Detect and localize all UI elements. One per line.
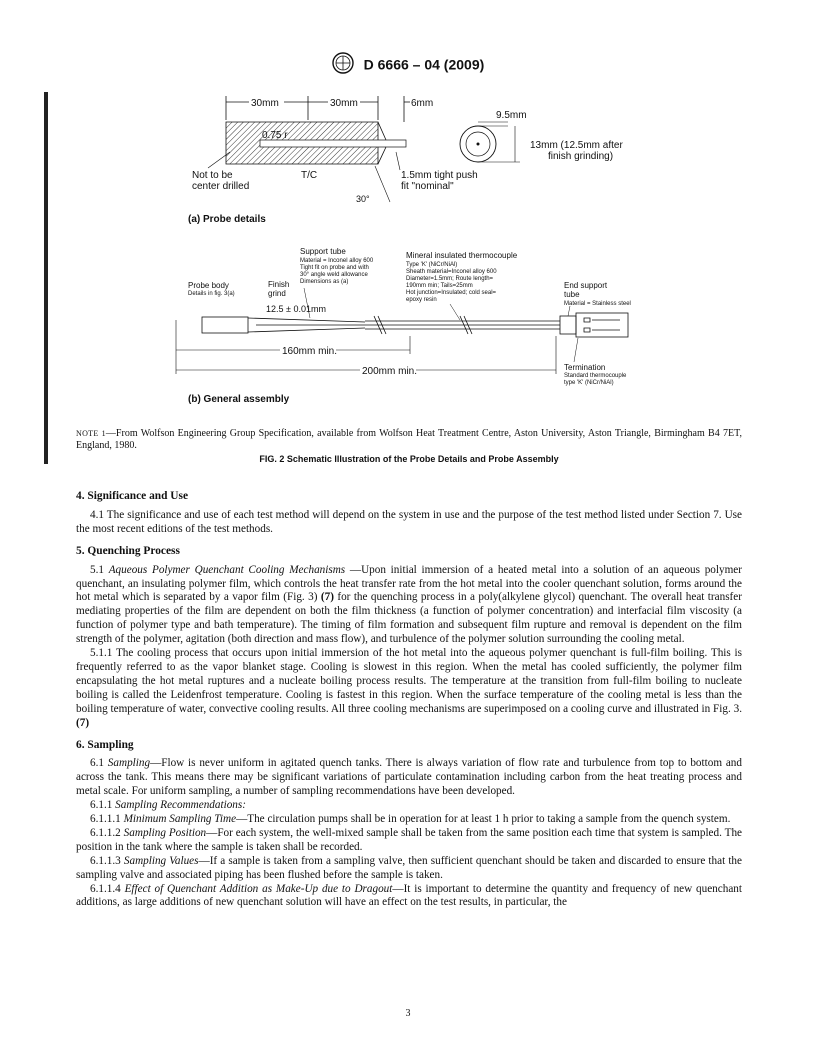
paragraph-5-1: 5.1 Aqueous Polymer Quenchant Cooling Mechanisms —Upon initial immersion of a heated metal into a solution of an aqueous polymer quenchant, an insulating polymer film, which controls the heat transfer rate from the hot metal into the cooler quenchant solution, forms around the hot metal which is separated by a vapor film (Fig. 3) (7) for the quenching process in a poly(alkylene glycol) quenchant. The overall heat transfer mediating properties of the film are dependent on both the film thickness (a function of polymer concentration) and interfacial film viscosity (a function of polymer type and bath temperature). The timing of film formation and subsequent film rupture and removal is dependent on the film strength of the polymer, agitation (both direction and mass flow), and turbulence of the polymer solution surrounding the cooling metal. (76, 563, 742, 646)
paragraph-6-1: 6.1 Sampling—Flow is never uniform in agitated quench tanks. There is always variation of flow rate and turbulence from top to bottom and across the tank. This means there may be significant variations of particulate contamination including carbon from the heat treating process and metal scale. For uniform sampling, a number of sampling recommendations have been developed. (76, 757, 742, 798)
support-tube-label-2: Tight fit on probe and with (300, 265, 369, 271)
support-tube-label-3: 30° angle weld allowance (300, 272, 368, 278)
mineral-label-4: 190mm min; Tails=25mm (406, 283, 473, 289)
section-6 (76, 739, 742, 911)
figure-caption: FIG. 2 Schematic Illustration of the Probe Details and Probe Assembly (259, 454, 559, 464)
end-support-label-0: End support (564, 281, 608, 290)
end-support-label-1: tube (564, 290, 580, 299)
document-designation: D 6666 – 04 (2009) (363, 56, 485, 73)
dim-30mm-2: 30mm (330, 98, 358, 109)
revision-change-bar (44, 92, 48, 464)
mineral-label-6: epoxy resin (406, 297, 437, 303)
paragraph-6-1-1-2: 6.1.1.2 Sampling Position—For each system, the well-mixed sample shall be taken from the same position each time that system is sampled. The position in the tank where the sample is taken shall be recorded. (76, 826, 743, 853)
paragraph-6-1-1-4: 6.1.1.4 Effect of Quenchant Addition as Make-Up due to Dragout—It is important to determine the quantity and frequency of new quenchant additions, as large additions of new quenchant solution will have an effect on the test results, in particular, the (76, 882, 743, 909)
support-tube-label-0: Support tube (300, 247, 346, 256)
caption-a: (a) Probe details (188, 214, 266, 225)
label-not-drilled-2: center drilled (192, 181, 250, 192)
finish-grind-label-0: Finish (268, 280, 290, 289)
label-not-drilled-1: Not to be (192, 170, 233, 181)
note-label: NOTE 1 (76, 429, 106, 438)
label-tc: T/C (301, 170, 318, 181)
dim-30mm-1: 30mm (251, 98, 279, 109)
mineral-label-1: Type 'K' (NiCr/NiAl) (406, 262, 458, 268)
section-heading: 6. Sampling (76, 738, 134, 751)
label-13mm-1: 13mm (12.5mm after (530, 140, 623, 151)
assembly-drawing (202, 313, 628, 337)
termination-label-0: Termination (564, 363, 606, 372)
termination-label-2: type 'K' (NiCr/NiAl) (564, 380, 614, 386)
section-4 (76, 490, 742, 537)
page-number: 3 (405, 1008, 411, 1019)
finish-grind-label-1: grind (268, 289, 286, 298)
caption-b: (b) General assembly (188, 394, 290, 405)
mineral-label-3: Diameter=1.5mm; Route length= (406, 276, 494, 282)
mineral-label-5: Hot junction=Insulated; cold seal= (406, 290, 497, 296)
section-heading: 5. Quenching Process (76, 544, 180, 557)
support-tube-label-1: Material = Inconel alloy 600 (300, 258, 374, 264)
label-95mm: 9.5mm (496, 110, 527, 121)
figure-note (76, 428, 742, 452)
probe-body-label-1: Details in fig. 3(a) (188, 291, 235, 297)
label-30deg: 30° (356, 194, 370, 204)
dim-160mm: 160mm min. (282, 346, 338, 357)
paragraph-6-1-1: 6.1.1 Sampling Recommendations: (90, 799, 246, 812)
label-push-1: 1.5mm tight push (401, 170, 478, 181)
paragraph-4-1: 4.1 The significance and use of each test method will depend on the system in use and the purpose of the test method listed under Section 7. Use the most recent editions of the test methods. (76, 508, 742, 535)
label-075r: 0.75 r (262, 130, 288, 141)
label-13mm-2: finish grinding) (548, 151, 614, 162)
document-body (76, 490, 742, 918)
termination-label-1: Standard thermocouple (564, 373, 627, 379)
note-text: —From Wolfson Engineering Group Specification, available from Wolfson Heat Treatment Centre, Aston University, Aston Triangle, Birmingham B4 7ET, England, 1980. (76, 428, 742, 451)
mineral-label-2: Sheath material=Inconel alloy 600 (406, 269, 497, 275)
end-support-label-2: Material = Stainless steel (564, 301, 631, 307)
paragraph-5-1-1: 5.1.1 The cooling process that occurs upon initial immersion of the hot metal into the aqueous polymer quenchant is full-film boiling. This is frequently referred to as the vapor blanket stage. Cooling is slowest in this region. When the metal has cooled sufficiently, the polymer film encapsulating the hot metal ruptures and a nucleate boiling process results. The temperature at the transition from full-film boiling to nucleate boiling is called the Leidenfrost temperature. Cooling is fastest in this region. When the surface temperature of the cooling metal is less than the boiling temperature of water, convective cooling results. All three cooling mechanisms are superimposed on a cooling curve and illustrated in Fig. 3. (7) (76, 647, 742, 729)
probe-figure (160, 92, 660, 422)
thermocouple-bore (260, 140, 406, 147)
probe-body-label-0: Probe body (188, 281, 229, 290)
dim-6mm: 6mm (411, 98, 434, 109)
dim-200mm: 200mm min. (362, 366, 418, 377)
section-heading: 4. Significance and Use (76, 490, 189, 502)
page-header (0, 52, 816, 77)
paragraph-6-1-1-1: 6.1.1.1 Minimum Sampling Time—The circulation pumps shall be in operation for at least 1 h prior to taking a sample from the quench system. (90, 813, 731, 826)
mineral-label-0: Mineral insulated thermocouple (406, 251, 518, 260)
paragraph-6-1-1-3: 6.1.1.3 Sampling Values—If a sample is taken from a sampling valve, then sufficient quenchant should be taken and discarded to ensure that the sampling valve and associated piping has been flushed before the sample is taken. (76, 854, 742, 881)
section-5 (76, 545, 742, 731)
label-push-2: fit "nominal" (401, 181, 454, 192)
tolerance-label: 12.5 ± 0.01mm (266, 304, 326, 314)
support-tube-label-4: Dimensions as (a) (300, 279, 349, 285)
astm-logo-icon (332, 52, 354, 77)
